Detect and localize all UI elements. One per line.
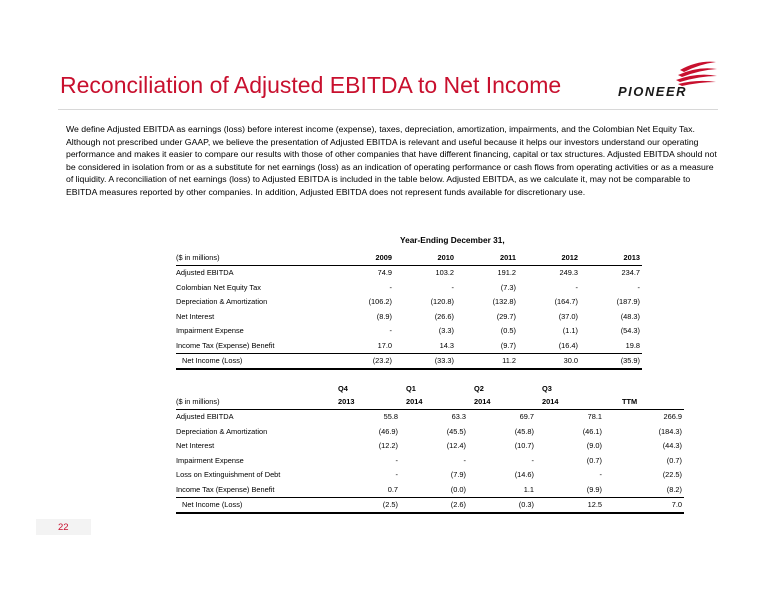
row-label: Impairment Expense xyxy=(176,326,244,336)
cell: (10.7) xyxy=(514,441,534,451)
column-header: TTM xyxy=(604,394,684,409)
table-row xyxy=(176,424,684,439)
cell: (8.2) xyxy=(666,484,682,494)
cell: (12.4) xyxy=(446,441,466,451)
cell: (106.2) xyxy=(368,297,392,307)
column-header: 2013 xyxy=(580,250,642,265)
cell: (14.6) xyxy=(514,470,534,480)
cell: (0.0) xyxy=(450,484,466,494)
row-label: Depreciation & Amortization xyxy=(176,426,268,436)
cell: (8.9) xyxy=(376,311,392,321)
cell: (1.1) xyxy=(562,326,578,336)
period-heading: Year-Ending December 31, xyxy=(400,235,505,245)
pioneer-logo xyxy=(618,58,718,102)
cell: 266.9 xyxy=(663,412,682,422)
cell: 234.7 xyxy=(621,268,640,278)
intro-paragraph: We define Adjusted EBITDA as earnings (loss) before interest income (expense), taxes, depreciation, amortization, impairments, and the Colombian Net Equity Tax. Although not prescribed under GAAP, we believe the presentation of Adjusted EBITDA is relevant and useful because it helps our investors understand our operating performance and makes it easier to compare our results with those of other companies that have different financing, capital or tax structures. Adjusted EBITDA should not be considered in isolation from or as a substitute for net earnings (loss) as an indication of operating performance or cash flows from operating activities or as a measure of liquidity. A reconciliation of net earnings (loss) to Adjusted EBITDA is included in the table below. Adjusted EBITDA, as we calculate it, may not be comparable to EBITDA measures reported by other companies. In addition, Adjusted EBITDA does not represent funds available for discretionary use. xyxy=(66,124,717,197)
cell: 17.0 xyxy=(377,340,392,350)
column-header: 2010 xyxy=(394,250,456,265)
table-row xyxy=(176,409,684,424)
cell: (7.3) xyxy=(500,282,516,292)
quarter-header: Q1 xyxy=(406,384,416,393)
row-label: Net Income (Loss) xyxy=(176,353,332,369)
cell: (9.9) xyxy=(586,484,602,494)
cell: (16.4) xyxy=(558,340,578,350)
cell: (187.9) xyxy=(616,297,640,307)
cell: 74.9 xyxy=(377,268,392,278)
row-label: Depreciation & Amortization xyxy=(176,297,268,307)
row-label: Net Interest xyxy=(176,311,215,321)
cell: (164.7) xyxy=(554,297,578,307)
cell: - xyxy=(575,282,578,292)
cell: (29.7) xyxy=(496,311,516,321)
logo-text: PIONEER xyxy=(618,84,688,99)
cell: 30.0 xyxy=(518,353,580,369)
column-header: 2014 xyxy=(468,394,536,409)
column-header: 2012 xyxy=(518,250,580,265)
cell: 191.2 xyxy=(497,268,516,278)
cell: 14.3 xyxy=(439,340,454,350)
annual-reconciliation-table xyxy=(176,250,642,370)
table-header-row xyxy=(176,250,642,265)
title-divider xyxy=(58,109,718,110)
cell: (184.3) xyxy=(658,426,682,436)
cell: (33.3) xyxy=(394,353,456,369)
table-row xyxy=(176,453,684,468)
column-header: 2009 xyxy=(332,250,394,265)
column-header: 2014 xyxy=(400,394,468,409)
table-row xyxy=(176,265,642,280)
cell: 11.2 xyxy=(456,353,518,369)
quarter-header: Q3 xyxy=(542,384,552,393)
cell: (48.3) xyxy=(620,311,640,321)
cell: 12.5 xyxy=(536,497,604,513)
cell: - xyxy=(395,470,398,480)
cell: (54.3) xyxy=(620,326,640,336)
cell: 1.1 xyxy=(523,484,534,494)
cell: (12.2) xyxy=(378,441,398,451)
table-row xyxy=(176,295,642,310)
column-header: 2011 xyxy=(456,250,518,265)
table-header-row xyxy=(176,394,684,409)
cell: - xyxy=(463,455,466,465)
cell: - xyxy=(451,282,454,292)
cell: (0.3) xyxy=(468,497,536,513)
cell: (46.9) xyxy=(378,426,398,436)
cell: (0.7) xyxy=(666,455,682,465)
row-label: Income Tax (Expense) Benefit xyxy=(176,340,275,350)
cell: (2.5) xyxy=(332,497,400,513)
cell: (7.9) xyxy=(450,470,466,480)
cell: 78.1 xyxy=(587,412,602,422)
cell: (23.2) xyxy=(332,353,394,369)
total-row xyxy=(176,353,642,369)
page-number: 22 xyxy=(36,519,91,535)
cell: (22.5) xyxy=(662,470,682,480)
cell: (120.8) xyxy=(430,297,454,307)
cell: (37.0) xyxy=(558,311,578,321)
cell: - xyxy=(389,326,392,336)
column-header: 2014 xyxy=(536,394,604,409)
cell: 63.3 xyxy=(451,412,466,422)
cell: 103.2 xyxy=(435,268,454,278)
table-row xyxy=(176,338,642,353)
page-title: Reconciliation of Adjusted EBITDA to Net Income xyxy=(60,72,562,98)
cell: (9.0) xyxy=(586,441,602,451)
cell: - xyxy=(389,282,392,292)
cell: 0.7 xyxy=(387,484,398,494)
row-label: Adjusted EBITDA xyxy=(176,412,234,422)
cell: (0.7) xyxy=(586,455,602,465)
cell: (2.6) xyxy=(400,497,468,513)
row-label: Colombian Net Equity Tax xyxy=(176,282,261,292)
cell: (26.6) xyxy=(434,311,454,321)
row-label: Net Income (Loss) xyxy=(176,497,332,513)
unit-label: ($ in millions) xyxy=(176,394,332,409)
table-row xyxy=(176,324,642,339)
cell: - xyxy=(531,455,534,465)
cell: (45.5) xyxy=(446,426,466,436)
row-label: Loss on Extinguishment of Debt xyxy=(176,470,281,480)
quarter-header-row xyxy=(176,383,684,394)
table-row xyxy=(176,439,684,454)
cell: 19.8 xyxy=(625,340,640,350)
cell: 249.3 xyxy=(559,268,578,278)
table-row xyxy=(176,280,642,295)
cell: (9.7) xyxy=(500,340,516,350)
cell: (35.9) xyxy=(580,353,642,369)
cell: (3.3) xyxy=(438,326,454,336)
column-header: 2013 xyxy=(332,394,400,409)
quarter-header xyxy=(604,383,684,394)
cell: - xyxy=(599,470,602,480)
unit-label: ($ in millions) xyxy=(176,250,332,265)
cell: (44.3) xyxy=(662,441,682,451)
quarter-header: Q2 xyxy=(474,384,484,393)
quarter-header: Q4 xyxy=(338,384,348,393)
cell: 7.0 xyxy=(604,497,684,513)
table-row xyxy=(176,482,684,497)
cell: - xyxy=(637,282,640,292)
row-label: Adjusted EBITDA xyxy=(176,268,234,278)
cell: - xyxy=(395,455,398,465)
cell: 55.8 xyxy=(383,412,398,422)
total-row xyxy=(176,497,684,513)
quarterly-reconciliation-table xyxy=(176,383,684,514)
row-label: Income Tax (Expense) Benefit xyxy=(176,484,275,494)
cell: 69.7 xyxy=(519,412,534,422)
cell: (132.8) xyxy=(492,297,516,307)
cell: (45.8) xyxy=(514,426,534,436)
cell: (0.5) xyxy=(500,326,516,336)
cell: (46.1) xyxy=(582,426,602,436)
row-label: Impairment Expense xyxy=(176,455,244,465)
row-label: Net Interest xyxy=(176,441,215,451)
table-row xyxy=(176,309,642,324)
table-row xyxy=(176,468,684,483)
